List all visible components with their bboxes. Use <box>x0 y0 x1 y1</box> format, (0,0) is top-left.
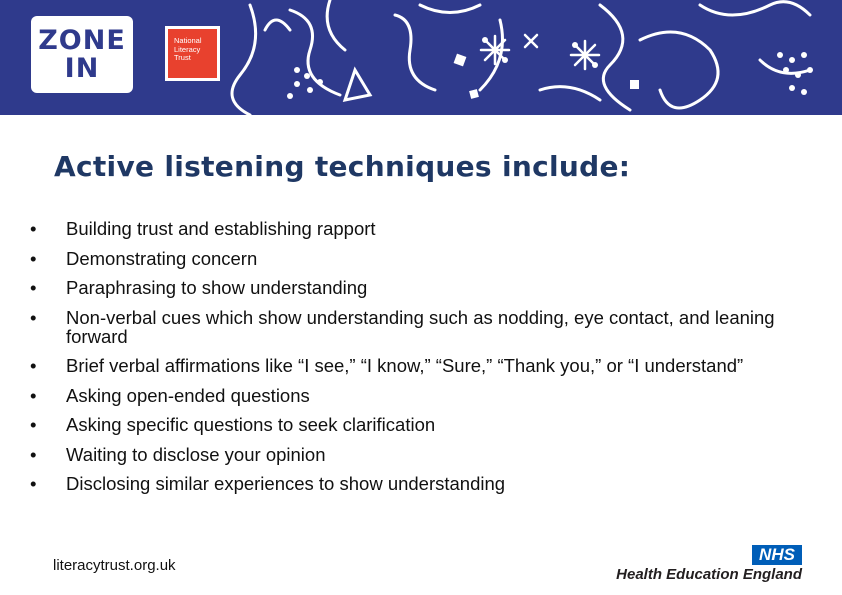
technique-list <box>30 219 810 504</box>
slide-title: Active listening techniques include: <box>54 150 631 183</box>
nlt-logo-line: Literacy <box>174 44 201 54</box>
list-item: • Brief verbal affirmations like “I see,” “I know,” “Sure,” “Thank you,” or “I understand” <box>30 356 810 375</box>
list-item: • Building trust and establishing rapport <box>30 219 810 238</box>
list-item: • Paraphrasing to show understanding <box>30 278 810 297</box>
zone-logo-line2: IN <box>64 52 100 84</box>
list-item: • Demonstrating concern <box>30 249 810 268</box>
footer-url: literacytrust.org.uk <box>53 557 176 574</box>
zone-in-logo <box>31 16 133 93</box>
nhs-badge: NHS <box>752 545 802 565</box>
list-item: • Asking open-ended questions <box>30 386 810 405</box>
list-item: • Non-verbal cues which show understanding such as nodding, eye contact, and leaning forward <box>30 308 810 346</box>
list-item: • Disclosing similar experiences to show understanding <box>30 474 810 493</box>
hee-text: Health Education England <box>616 566 802 583</box>
zone-logo-line1: ZONE <box>38 24 126 56</box>
header-banner <box>0 0 842 115</box>
national-literacy-trust-logo <box>165 26 220 81</box>
nlt-logo-line: Trust <box>174 53 191 62</box>
nlt-logo-line: National <box>174 36 202 45</box>
list-item: • Waiting to disclose your opinion <box>30 445 810 464</box>
list-item: • Asking specific questions to seek clarification <box>30 415 810 434</box>
nhs-hee-logo <box>606 545 802 585</box>
